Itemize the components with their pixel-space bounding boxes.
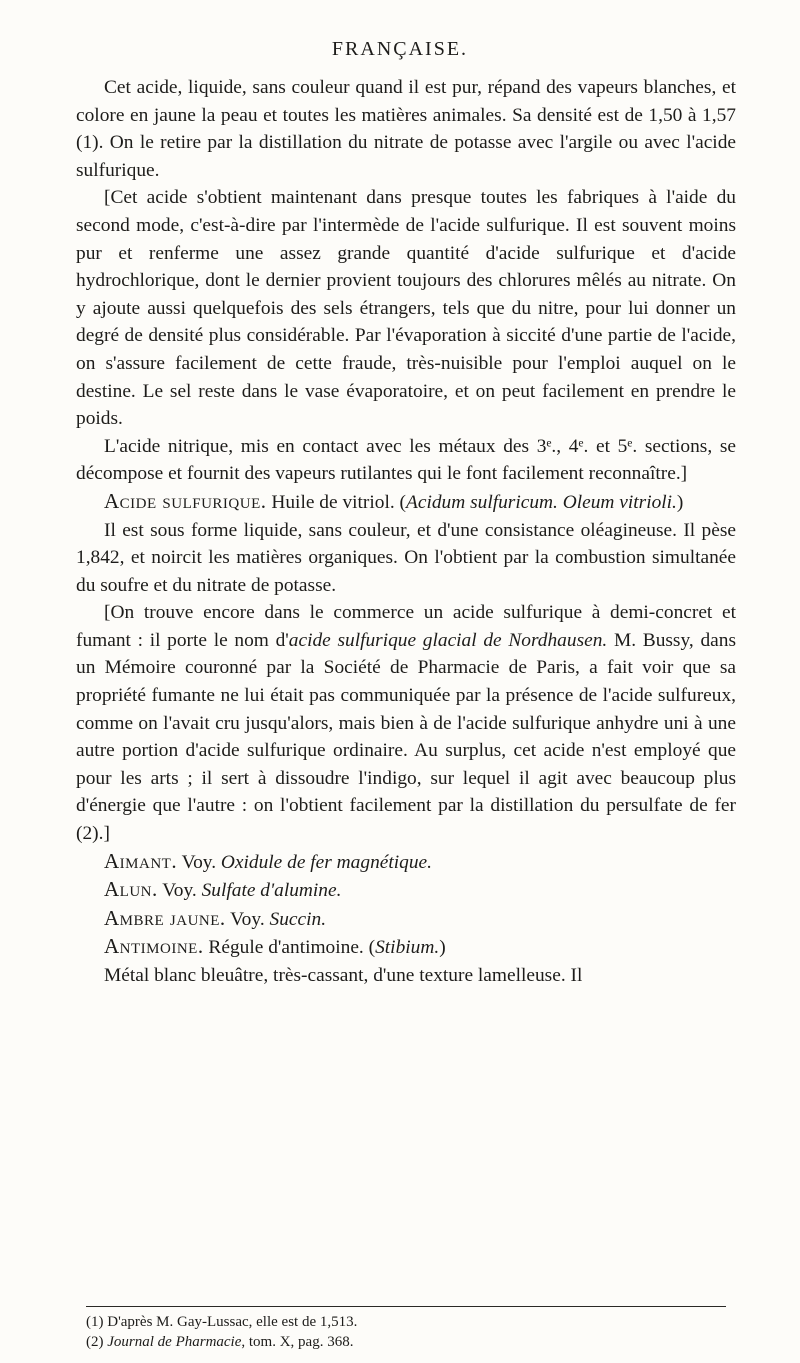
- footnote-1: (1) D'après M. Gay-Lussac, elle est de 1,513.: [86, 1314, 358, 1330]
- journal-title: Journal de Pharmacie: [107, 1334, 242, 1350]
- paragraph-sulfuric-acid-nordhausen: [On trouve encore dans le commerce un acide sulfurique à demi-concret et fumant : il porte le nom d'acide sulfurique glacial de Nordhausen. M. Bussy, dans un Mémoire couronné par la Société de Pharmacie de Paris, a fait voir que sa propriété fumante ne lui était pas communiquée par la présence de l'acide sulfureux, comme on l'avait cru jusqu'alors, mais bien à de l'acide sulfurique anhydre uni à une autre portion d'acide sulfurique ordinaire. Au surplus, cet acide n'est employé que pour les arts ; il sert à dissoudre l'indigo, sur lequel il agit avec beaucoup plus d'énergie que l'autre : on l'obtient facilement par la distillation du persulfate de fer (2).]: [76, 602, 737, 845]
- cross-reference: Sulfate d'alumine.: [201, 880, 342, 902]
- entry-antimoine: Antimoine. Régule d'antimoine. (Stibium.): [104, 934, 446, 959]
- footnote-2: (2) Journal de Pharmacie, tom. X, pag. 368.: [86, 1334, 354, 1350]
- entry-alun: Alun. Voy. Sulfate d'alumine.: [104, 877, 342, 902]
- page-body: [76, 74, 736, 990]
- entry-ambre-jaune: Ambre jaune. Voy. Succin.: [104, 905, 327, 930]
- paragraph-sulfuric-acid-properties: Il est sous forme liquide, sans couleur, et d'une consistance oléagineuse. Il pèse 1,842, et noircit les matières organiques. On l'obtient par la combustion simultanée du soufre et du nitrate de potasse.: [76, 519, 736, 596]
- footnotes: [86, 1306, 726, 1352]
- entry-heading: Acide sulfurique.: [104, 488, 267, 513]
- entry-heading: Alun.: [104, 877, 158, 902]
- entry-heading: Antimoine.: [104, 934, 204, 959]
- paragraph-nitric-acid-properties: Cet acide, liquide, sans couleur quand il est pur, répand des vapeurs blanches, et colore en jaune la peau et toutes les matières animales. Sa densité est de 1,50 à 1,57 (1). On le retire par la distillation du nitrate de potasse avec l'argile ou avec l'acide sulfurique.: [76, 77, 736, 181]
- entry-aimant: Aimant. Voy. Oxidule de fer magnétique.: [104, 848, 432, 873]
- entry-heading: Aimant.: [104, 848, 178, 873]
- paragraph-nitric-acid-metals: L'acide nitrique, mis en contact avec les métaux des 3ᵉ., 4ᵉ. et 5ᵉ. sections, se décompose et fournit des vapeurs rutilantes qui le font facilement reconnaître.]: [76, 435, 736, 485]
- paragraph-antimony-description: Métal blanc bleuâtre, très-cassant, d'une texture lamelleuse. Il: [104, 965, 583, 986]
- entry-heading: Ambre jaune.: [104, 905, 226, 930]
- latin-name: Stibium.: [375, 937, 440, 959]
- paragraph-nitric-acid-fabrication: [Cet acide s'obtient maintenant dans presque toutes les fabriques à l'aide du second mode, c'est-à-dire par l'intermède de l'acide sulfurique. Il est souvent moins pur et renferme une assez grande quantité d'acide sulfurique et d'acide hydrochlorique, dont le dernier provient toujours des chlorures mêlés au nitrate. On y ajoute aussi quelquefois des sels étrangers, tels que du nitre, pour lui donner un degré de densité plus considérable. Par l'évaporation à siccité d'une partie de l'acide, on s'assure facilement de cette fraude, très-nuisible pour l'emploi auquel on le destine. Le sel reste dans le vase évaporatoire, et on peut facilement en prendre le poids.: [76, 187, 736, 430]
- cross-reference: Succin.: [269, 908, 327, 930]
- running-head: FRANÇAISE.: [331, 38, 469, 60]
- latin-name: Acidum sulfuricum. Oleum vitrioli.: [406, 491, 677, 513]
- nordhausen-name: acide sulfurique glacial de Nordhausen.: [288, 629, 608, 651]
- cross-reference: Oxidule de fer magnétique.: [220, 851, 432, 873]
- entry-acide-sulfurique: Acide sulfurique. Huile de vitriol. (Acidum sulfuricum. Oleum vitrioli.): [104, 488, 684, 513]
